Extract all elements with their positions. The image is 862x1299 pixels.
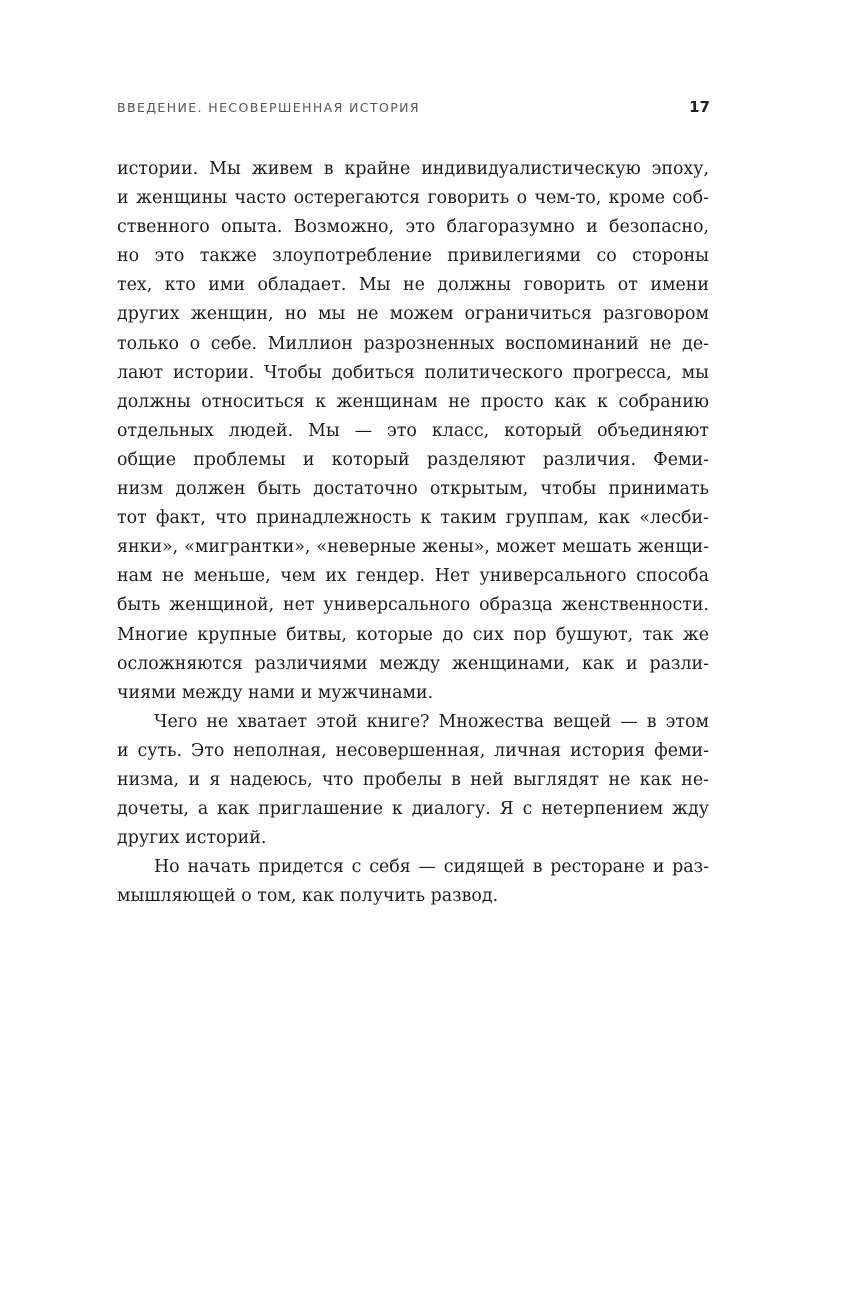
- text-line: лают истории. Чтобы добиться политического прогресса, мы: [117, 362, 709, 383]
- text-line: Чего не хватает этой книге? Множества вещей — в этом: [154, 711, 709, 732]
- text-line: общие проблемы и который разделяют различия. Феми-: [117, 449, 709, 470]
- text-line: тех, кто ими обладает. Мы не должны говорить от имени: [117, 275, 709, 296]
- page-number: 17: [689, 98, 710, 116]
- text-line: только о себе. Миллион разрозненных воспоминаний не де-: [117, 333, 709, 354]
- text-line: нам не меньше, чем их гендер. Нет универсального способа: [117, 566, 709, 587]
- text-line: должны относиться к женщинам не просто как к собранию: [117, 391, 709, 412]
- text-line: отдельных людей. Мы — это класс, который объединяют: [117, 420, 709, 441]
- text-line: других историй.: [117, 828, 267, 849]
- running-head-title: ВВЕДЕНИЕ. НЕСОВЕРШЕННАЯ ИСТОРИЯ: [117, 100, 420, 115]
- text-line: тот факт, что принадлежность к таким группам, как «лесби-: [117, 508, 709, 529]
- text-line: других женщин, но мы не можем ограничиться разговором: [117, 304, 709, 325]
- paragraph: [117, 708, 709, 853]
- paragraph: [117, 853, 709, 911]
- text-line: быть женщиной, нет универсального образца женственности.: [117, 595, 709, 616]
- text-line: и суть. Это неполная, несовершенная, личная история феми-: [117, 740, 709, 761]
- text-line: низм должен быть достаточно открытым, чтобы принимать: [117, 479, 709, 500]
- text-line: мышляющей о том, как получить развод.: [117, 886, 499, 907]
- text-line: Многие крупные битвы, которые до сих пор бушуют, так же: [117, 624, 709, 645]
- text-line: чиями между нами и мужчинами.: [117, 682, 434, 703]
- text-line: дочеты, а как приглашение к диалогу. Я с нетерпением жду: [117, 799, 709, 820]
- text-line: янки», «мигрантки», «неверные жены», может мешать женщи-: [117, 537, 709, 558]
- text-line: но это также злоупотребление привилегиями со стороны: [117, 246, 709, 267]
- text-line: и женщины часто остерегаются говорить о чем-то, кроме соб-: [117, 188, 709, 209]
- paragraph: [117, 155, 709, 708]
- text-line: Но начать придется с себя — сидящей в ресторане и раз-: [154, 857, 709, 878]
- text-line: осложняются различиями между женщинами, как и разли-: [117, 653, 709, 674]
- text-line: низма, и я надеюсь, что пробелы в ней выглядят не как не-: [117, 769, 709, 790]
- body-text: [117, 155, 709, 911]
- text-line: истории. Мы живем в крайне индивидуалистическую эпоху,: [117, 159, 709, 179]
- text-line: ственного опыта. Возможно, это благоразумно и безопасно,: [117, 217, 709, 238]
